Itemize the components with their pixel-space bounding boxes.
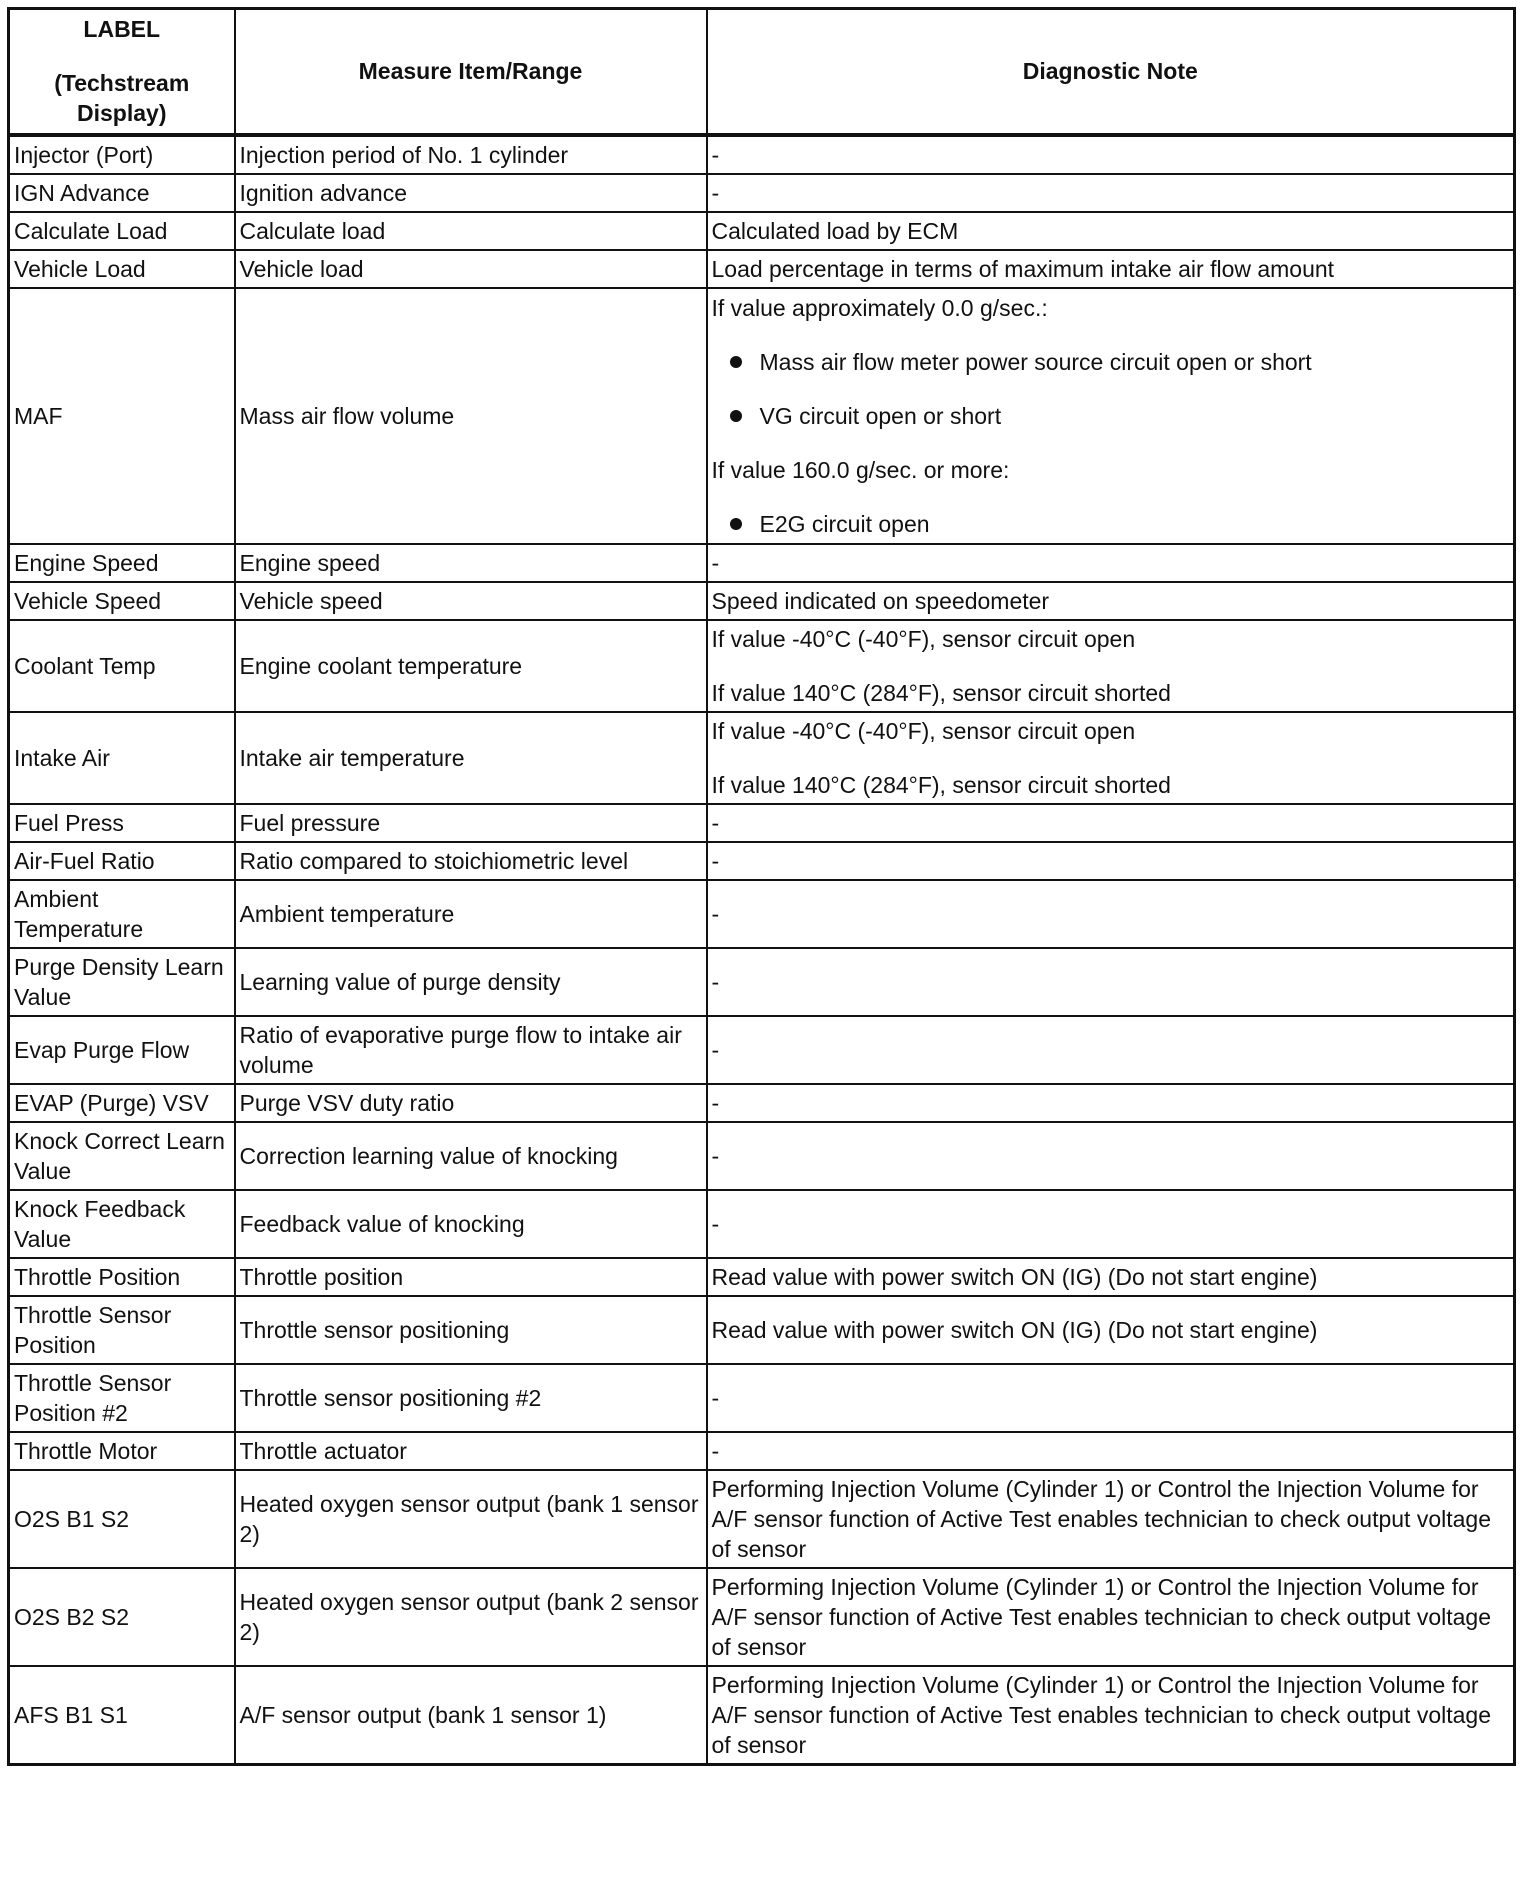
table-row (9, 1364, 1515, 1432)
note-line-1: If value -40°C (-40°F), sensor circuit open (711, 625, 1136, 652)
bullet-dot-icon (730, 410, 742, 422)
row-label: Fuel Press (9, 804, 235, 842)
row-measure: Fuel pressure (235, 804, 707, 842)
table-row (9, 1666, 1515, 1765)
row-measure: Throttle position (235, 1258, 707, 1296)
row-note: - (707, 1364, 1515, 1432)
header-label (9, 9, 235, 135)
row-note: Performing Injection Volume (Cylinder 1) or Control the Injection Volume for A/F sensor function of Active Test enables technician to check output voltage of sensor (707, 1568, 1515, 1666)
table-row (9, 582, 1515, 620)
row-measure: Vehicle speed (235, 582, 707, 620)
row-measure: Engine speed (235, 544, 707, 582)
row-measure: Intake air temperature (235, 712, 707, 804)
row-measure: Purge VSV duty ratio (235, 1084, 707, 1122)
row-label: Intake Air (9, 712, 235, 804)
row-label: Throttle Motor (9, 1432, 235, 1470)
table-row (9, 1084, 1515, 1122)
row-label: IGN Advance (9, 174, 235, 212)
maf-bullet-item (730, 509, 1510, 539)
row-measure: Calculate load (235, 212, 707, 250)
row-note: - (707, 1016, 1515, 1084)
row-label: MAF (9, 288, 235, 544)
table-row (9, 135, 1515, 174)
row-note: - (707, 1084, 1515, 1122)
header-label-line2: (Techstream (54, 70, 190, 97)
row-note-maf (707, 288, 1515, 544)
table-row (9, 174, 1515, 212)
table-row (9, 880, 1515, 948)
row-note: - (707, 135, 1515, 174)
bullet-dot-icon (730, 356, 742, 368)
table-row (9, 1432, 1515, 1470)
row-measure: Vehicle load (235, 250, 707, 288)
row-note: - (707, 948, 1515, 1016)
maf-bullet-text: VG circuit open or short (759, 402, 1002, 429)
row-note (707, 620, 1515, 712)
data-list-sheet (7, 7, 1513, 1766)
table-row (9, 620, 1515, 712)
table-row (9, 712, 1515, 804)
row-measure: Ratio compared to stoichiometric level (235, 842, 707, 880)
header-row (9, 9, 1515, 135)
table-row (9, 842, 1515, 880)
header-label-line3: Display) (77, 100, 167, 127)
table-row (9, 544, 1515, 582)
row-label: Vehicle Speed (9, 582, 235, 620)
row-measure: Mass air flow volume (235, 288, 707, 544)
row-note: - (707, 1432, 1515, 1470)
row-label: Calculate Load (9, 212, 235, 250)
row-measure: Ratio of evaporative purge flow to intake air volume (235, 1016, 707, 1084)
row-note: - (707, 174, 1515, 212)
row-label: Ambient Temperature (9, 880, 235, 948)
row-note: Performing Injection Volume (Cylinder 1) or Control the Injection Volume for A/F sensor function of Active Test enables technician to check output voltage of sensor (707, 1470, 1515, 1568)
row-measure: Throttle sensor positioning (235, 1296, 707, 1364)
row-note: Speed indicated on speedometer (707, 582, 1515, 620)
row-note: Performing Injection Volume (Cylinder 1) or Control the Injection Volume for A/F sensor function of Active Test enables technician to check output voltage of sensor (707, 1666, 1515, 1765)
row-measure: Feedback value of knocking (235, 1190, 707, 1258)
table-row (9, 1258, 1515, 1296)
row-note: Calculated load by ECM (707, 212, 1515, 250)
row-note: - (707, 842, 1515, 880)
table-row (9, 1470, 1515, 1568)
row-label: Purge Density Learn Value (9, 948, 235, 1016)
row-label: O2S B2 S2 (9, 1568, 235, 1666)
row-label: O2S B1 S2 (9, 1470, 235, 1568)
header-measure: Measure Item/Range (235, 9, 707, 135)
table-row (9, 1296, 1515, 1364)
table-row (9, 1122, 1515, 1190)
row-measure: Learning value of purge density (235, 948, 707, 1016)
data-list-table (7, 7, 1516, 1766)
header-note: Diagnostic Note (707, 9, 1515, 135)
table-row (9, 250, 1515, 288)
row-note: - (707, 1122, 1515, 1190)
row-note: - (707, 880, 1515, 948)
header-label-line1: LABEL (83, 16, 161, 43)
row-measure: Throttle sensor positioning #2 (235, 1364, 707, 1432)
maf-note-intro1: If value approximately 0.0 g/sec.: (711, 294, 1048, 321)
row-label: AFS B1 S1 (9, 1666, 235, 1765)
row-note: - (707, 544, 1515, 582)
row-note: - (707, 1190, 1515, 1258)
row-label: Knock Correct Learn Value (9, 1122, 235, 1190)
table-row (9, 1190, 1515, 1258)
row-measure: Ambient temperature (235, 880, 707, 948)
row-label: Throttle Position (9, 1258, 235, 1296)
row-label: Evap Purge Flow (9, 1016, 235, 1084)
row-note: Load percentage in terms of maximum intake air flow amount (707, 250, 1515, 288)
table-row (9, 948, 1515, 1016)
row-measure: A/F sensor output (bank 1 sensor 1) (235, 1666, 707, 1765)
row-measure: Ignition advance (235, 174, 707, 212)
row-label: Coolant Temp (9, 620, 235, 712)
row-label: Throttle Sensor Position #2 (9, 1364, 235, 1432)
row-label: Air-Fuel Ratio (9, 842, 235, 880)
table-row-maf (9, 288, 1515, 544)
row-measure: Engine coolant temperature (235, 620, 707, 712)
maf-bullet-item (730, 401, 1510, 431)
row-note (707, 712, 1515, 804)
note-line-2: If value 140°C (284°F), sensor circuit shorted (711, 679, 1171, 706)
row-measure: Heated oxygen sensor output (bank 1 sensor 2) (235, 1470, 707, 1568)
note-line-1: If value -40°C (-40°F), sensor circuit open (711, 717, 1136, 744)
table-row (9, 212, 1515, 250)
row-label: Vehicle Load (9, 250, 235, 288)
row-label: EVAP (Purge) VSV (9, 1084, 235, 1122)
maf-bullet-item (730, 347, 1510, 377)
row-measure: Correction learning value of knocking (235, 1122, 707, 1190)
row-measure: Throttle actuator (235, 1432, 707, 1470)
row-label: Engine Speed (9, 544, 235, 582)
note-line-2: If value 140°C (284°F), sensor circuit shorted (711, 771, 1171, 798)
row-note: - (707, 804, 1515, 842)
maf-bullet-text: Mass air flow meter power source circuit open or short (759, 348, 1312, 375)
row-measure: Heated oxygen sensor output (bank 2 sensor 2) (235, 1568, 707, 1666)
row-label: Knock Feedback Value (9, 1190, 235, 1258)
row-note: Read value with power switch ON (IG) (Do not start engine) (707, 1296, 1515, 1364)
row-note: Read value with power switch ON (IG) (Do not start engine) (707, 1258, 1515, 1296)
table-row (9, 1568, 1515, 1666)
row-measure: Injection period of No. 1 cylinder (235, 135, 707, 174)
maf-note-intro2: If value 160.0 g/sec. or more: (711, 456, 1010, 483)
maf-bullet-text: E2G circuit open (759, 510, 930, 537)
table-row (9, 1016, 1515, 1084)
row-label: Throttle Sensor Position (9, 1296, 235, 1364)
row-label: Injector (Port) (9, 135, 235, 174)
table-row (9, 804, 1515, 842)
bullet-dot-icon (730, 518, 742, 530)
